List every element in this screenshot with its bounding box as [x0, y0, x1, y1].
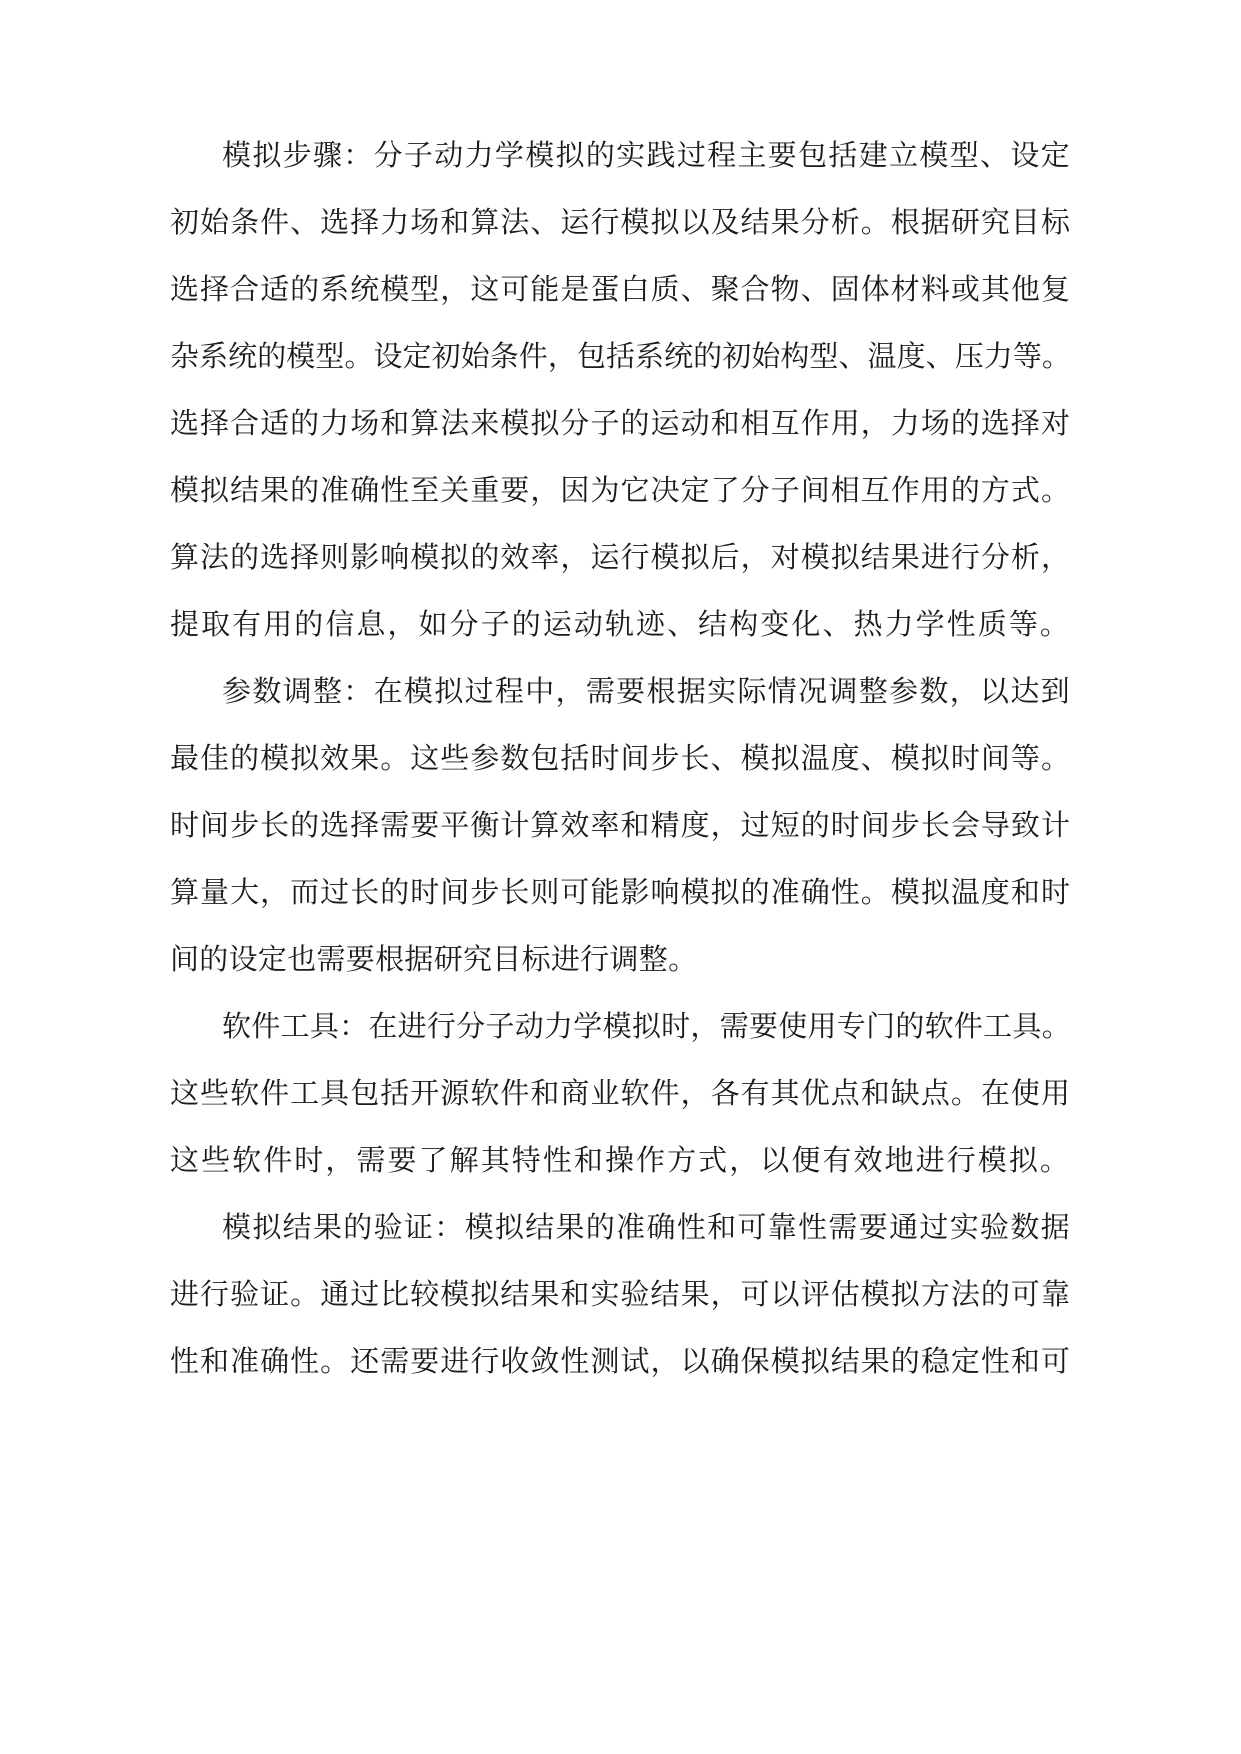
text-line: 选择合适的力场和算法来模拟分子的运动和相互作用，力场的选择对 — [170, 406, 1072, 440]
text-line: 算法的选择则影响模拟的效率，运行模拟后，对模拟结果进行分析， — [170, 540, 1072, 574]
text-line: 选择合适的系统模型，这可能是蛋白质、聚合物、固体材料或其他复 — [170, 272, 1072, 306]
text-line: 这些软件工具包括开源软件和商业软件，各有其优点和缺点。在使用 — [170, 1076, 1072, 1110]
text-line: 软件工具：在进行分子动力学模拟时，需要使用专门的软件工具。 — [222, 1009, 1072, 1043]
text-line: 这些软件时，需要了解其特性和操作方式，以便有效地进行模拟。 — [170, 1143, 1072, 1177]
text-line: 算量大，而过长的时间步长则可能影响模拟的准确性。模拟温度和时 — [170, 875, 1072, 909]
text-line: 间的设定也需要根据研究目标进行调整。 — [170, 942, 698, 976]
text-line: 杂系统的模型。设定初始条件，包括系统的初始构型、温度、压力等。 — [170, 339, 1072, 373]
text-line: 模拟结果的准确性至关重要，因为它决定了分子间相互作用的方式。 — [170, 473, 1072, 507]
text-line: 时间步长的选择需要平衡计算效率和精度，过短的时间步长会导致计 — [170, 808, 1072, 842]
text-line: 初始条件、选择力场和算法、运行模拟以及结果分析。根据研究目标 — [170, 205, 1072, 239]
text-line: 参数调整：在模拟过程中，需要根据实际情况调整参数，以达到 — [222, 674, 1072, 708]
text-line: 进行验证。通过比较模拟结果和实验结果，可以评估模拟方法的可靠 — [170, 1277, 1072, 1311]
text-line: 模拟步骤：分子动力学模拟的实践过程主要包括建立模型、设定 — [222, 138, 1072, 172]
text-line: 性和准确性。还需要进行收敛性测试，以确保模拟结果的稳定性和可 — [170, 1344, 1072, 1378]
text-line: 提取有用的信息，如分子的运动轨迹、结构变化、热力学性质等。 — [170, 607, 1072, 641]
text-line: 模拟结果的验证：模拟结果的准确性和可靠性需要通过实验数据 — [222, 1210, 1072, 1244]
text-line: 最佳的模拟效果。这些参数包括时间步长、模拟温度、模拟时间等。 — [170, 741, 1072, 775]
